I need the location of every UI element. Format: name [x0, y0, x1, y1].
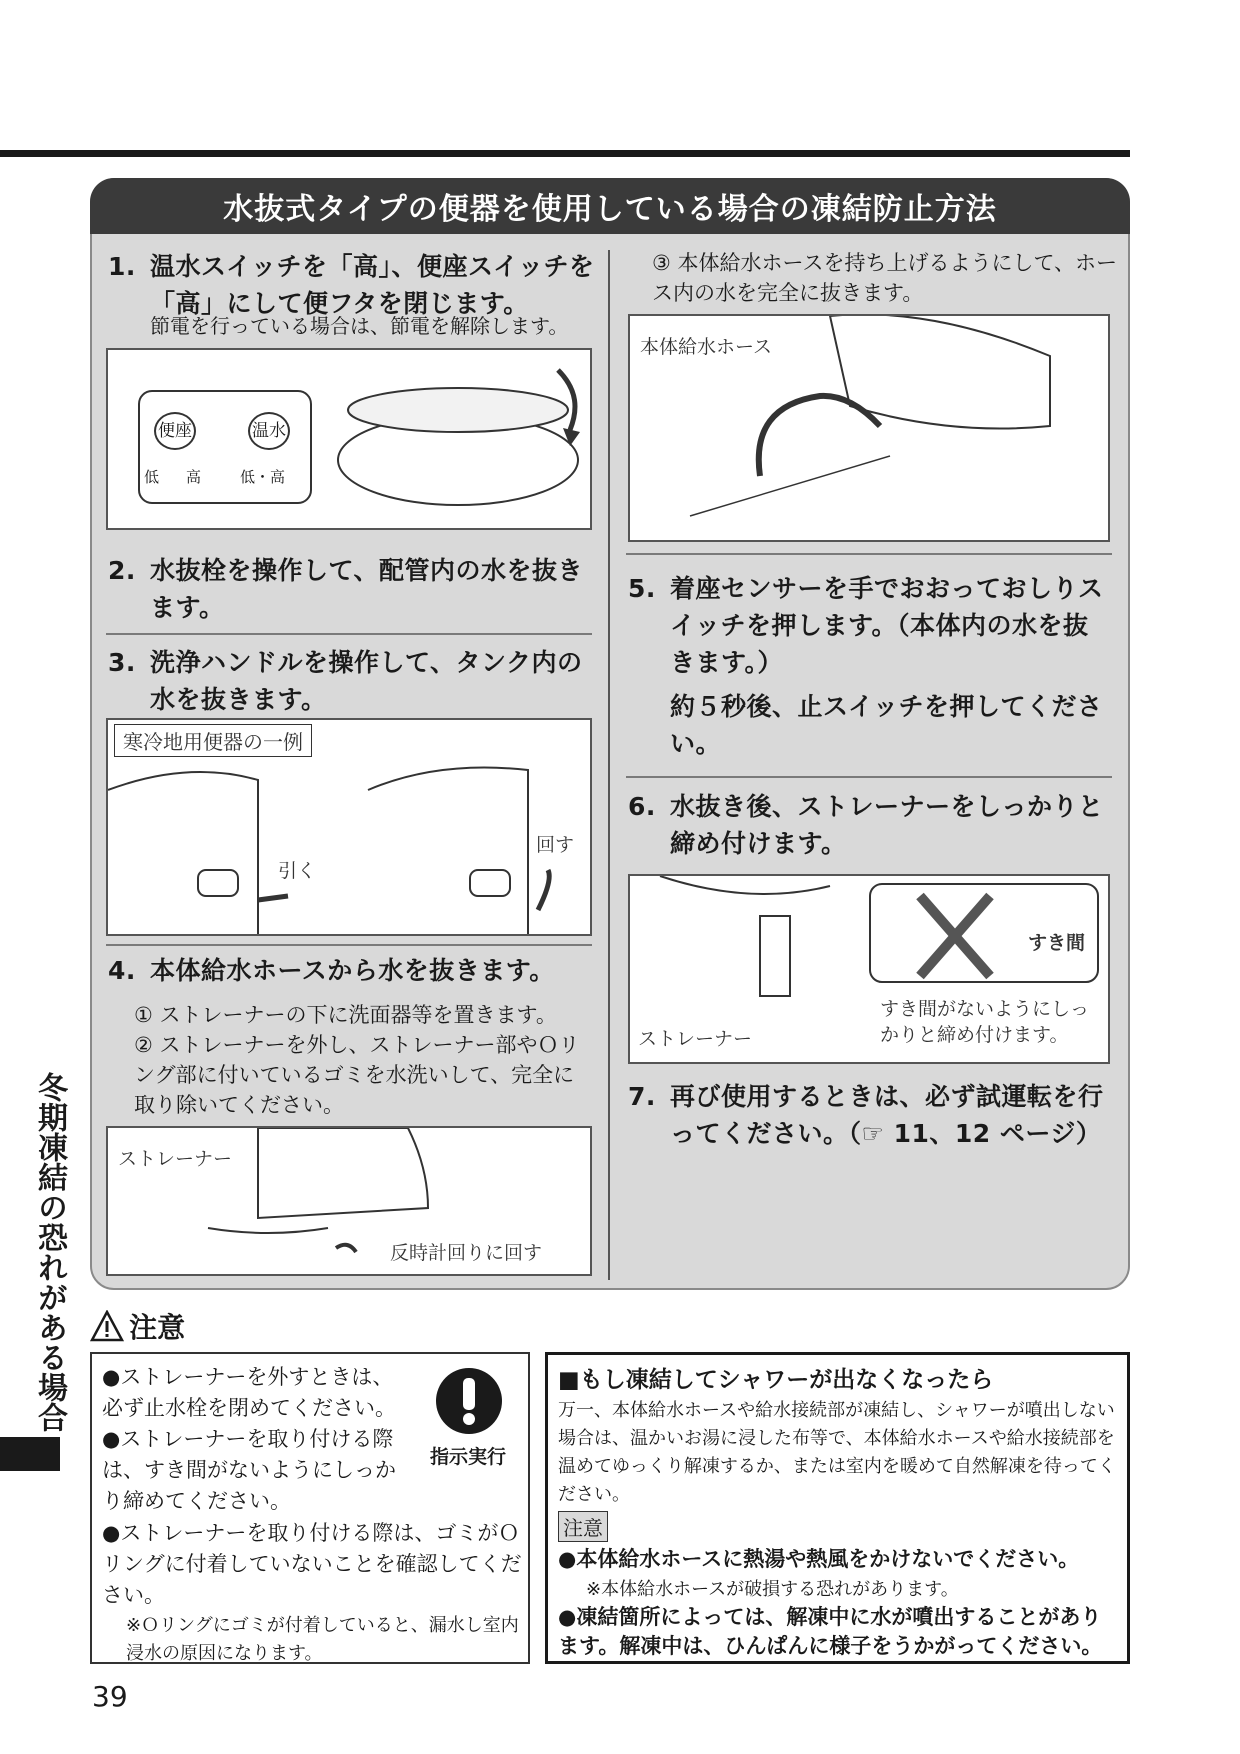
figure-hose-lift	[628, 314, 1110, 542]
step-text: 本体給水ホースから水を抜きます。	[150, 956, 555, 985]
step-text: 洗浄ハンドルを操作して、タンク内の水を抜きます。	[150, 648, 583, 714]
step-number: 7.	[628, 1082, 656, 1111]
frozen-shower-info-box	[545, 1352, 1130, 1664]
pull-label: 引く	[278, 860, 317, 882]
warning-triangle-icon	[90, 1310, 124, 1342]
column-separator	[608, 250, 610, 1280]
toilet-lid-illustration	[308, 350, 592, 530]
step-number: 1.	[108, 252, 136, 281]
seat-switch: 便座	[154, 412, 196, 450]
substep-2: ② ストレーナーを外し、ストレーナー部やＯリング部に付いているゴミを水洗いして、完全に取り除いてください。	[134, 1033, 580, 1117]
strainer-label: ストレーナー	[118, 1148, 233, 1170]
step-number: 2.	[108, 556, 136, 585]
divider	[626, 776, 1112, 778]
hose-label: 本体給水ホース	[640, 336, 773, 358]
gap-label: すき間	[1028, 932, 1086, 954]
divider	[626, 553, 1112, 555]
mandatory-action-icon	[434, 1366, 504, 1436]
sidebar-section-label: 冬期凍結の恐れがある場合	[32, 1072, 67, 1432]
caution-item: ●ストレーナーを外すときは、必ず止水栓を閉めてください。	[102, 1365, 396, 1420]
step-text: 再び使用するときは、必ず試運転を行ってください。（☞ 11、12 ページ）	[670, 1082, 1104, 1148]
caution-item: ●ストレーナーを取り付ける際は、すき間がないようにしっかり締めてください。	[102, 1427, 396, 1513]
water-switch: 温水	[248, 412, 290, 450]
step-text: 温水スイッチを「高」、便座スイッチを「高」にして便フタを閉じます。	[150, 252, 595, 318]
step-text: 着座センサーを手でおおっておしりスイッチを押します。（本体内の水を抜きます。）	[670, 574, 1104, 677]
caution-footnote: ※Ｏリングにゴミが付着していると、漏水し室内浸水の原因になります。	[126, 1615, 519, 1664]
substep-3: ③ 本体給水ホースを持ち上げるようにして、ホース内の水を完全に抜きます。	[652, 251, 1118, 305]
step-1-note: 節電を行っている場合は、節電を解除します。	[150, 314, 569, 338]
figure-strainer-remove	[106, 1126, 592, 1276]
sidebar-marker	[0, 1437, 60, 1471]
step-number: 3.	[108, 648, 136, 677]
caution-box	[90, 1352, 530, 1664]
info-body: 万一、本体給水ホースや給水接続部が凍結し、シャワーが噴出しない場合は、温かいお湯に浸した布等で、本体給水ホースや給水接続部を温めてゆっくり解凍するか、または室内を暖めて自然解凍を待ってください。	[558, 1400, 1116, 1505]
step-number: 5.	[628, 574, 656, 603]
caution-heading	[90, 1306, 185, 1346]
rotate-label: 反時計回りに回す	[390, 1242, 543, 1264]
step-text: 水抜栓を操作して、配管内の水を抜きます。	[150, 556, 584, 622]
seat-scale-low: 低	[144, 468, 160, 486]
strainer-label: ストレーナー	[638, 1028, 753, 1050]
info-heading: ■もし凍結してシャワーが出なくなったら	[558, 1367, 994, 1393]
step-5-followup: 約５秒後、止スイッチを押してください。	[670, 692, 1103, 758]
step-number: 6.	[628, 792, 656, 821]
tank-illustration	[108, 720, 592, 936]
info-caution-tag: 注意	[558, 1511, 608, 1542]
info-footnote: ※本体給水ホースが破損する恐れがあります。	[586, 1579, 959, 1600]
seat-scale-high: 高	[186, 468, 202, 486]
caution-title: 注意	[129, 1311, 186, 1344]
divider	[106, 944, 592, 946]
top-rule	[0, 150, 1130, 157]
mandatory-action-label: 指示実行	[430, 1446, 507, 1468]
figure-tank-handle	[106, 718, 592, 936]
tighten-note: すき間がないようにしっかりと締め付けます。	[880, 998, 1090, 1046]
figure-strainer-tighten	[628, 874, 1110, 1064]
figure-remote-and-lid	[106, 348, 592, 530]
divider	[106, 633, 592, 635]
water-scale: 低・高	[240, 468, 286, 486]
step-number: 4.	[108, 956, 136, 985]
info-item: ●本体給水ホースに熱湯や熱風をかけないでください。	[558, 1547, 1080, 1571]
turn-label: 回す	[536, 834, 575, 856]
panel-title: 水抜式タイプの便器を使用している場合の凍結防止方法	[223, 192, 997, 227]
caution-item: ●ストレーナーを取り付ける際は、ゴミがＯリングに付着していないことを確認してください。	[102, 1521, 522, 1607]
page-number: 39	[92, 1680, 128, 1713]
step-text: 水抜き後、ストレーナーをしっかりと締め付けます。	[670, 792, 1104, 858]
substep-1: ① ストレーナーの下に洗面器等を置きます。	[134, 1003, 557, 1027]
info-item: ●凍結箇所によっては、解凍中に水が噴出することがあります。解凍中は、ひんぱんに様子をうかがってください。	[558, 1605, 1103, 1658]
figure-caption: 寒冷地用便器の一例	[114, 724, 312, 757]
